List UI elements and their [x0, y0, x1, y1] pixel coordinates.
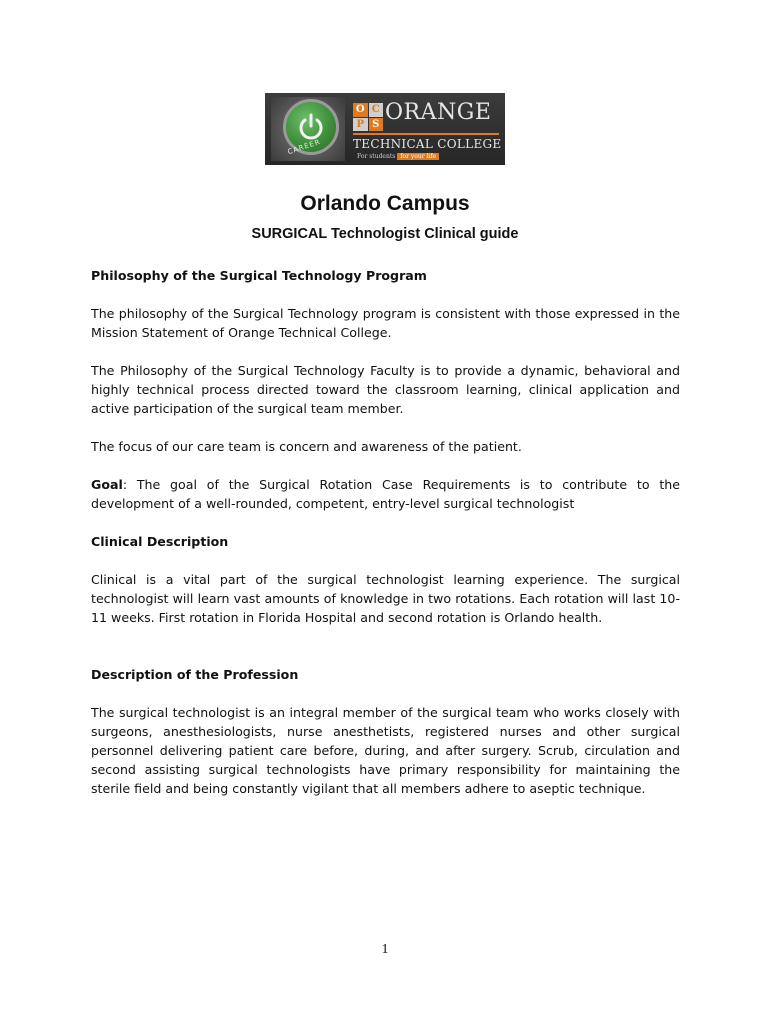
logo-tagline — [357, 153, 439, 160]
page-title: Orlando Campus — [300, 192, 470, 215]
logo-tagline-prefix: For students — [357, 153, 396, 160]
page-number: 1 — [381, 942, 389, 957]
logo-badge-text: CAREER — [286, 137, 322, 157]
logo-name-line2: TECHNICAL COLLEGE — [353, 137, 502, 151]
ocps-letter: S — [369, 118, 384, 132]
philosophy-paragraph-1: The philosophy of the Surgical Technology program is consistent with those expressed in the Mission Statement of Orange Technical College. — [91, 306, 680, 340]
college-logo — [265, 93, 505, 165]
page-subtitle: SURGICAL Technologist Clinical guide — [251, 226, 519, 242]
ocps-letter: C — [369, 103, 384, 117]
document-body — [91, 266, 680, 798]
ocps-letter: P — [353, 118, 368, 132]
profession-heading: Description of the Profession — [91, 667, 299, 682]
logo-divider — [353, 133, 499, 135]
logo-tagline-highlight: for your life — [397, 153, 439, 160]
logo-name-line1: ORANGE — [385, 100, 492, 125]
goal-paragraph — [91, 475, 680, 513]
goal-text: : The goal of the Surgical Rotation Case Requirements is to contribute to the development of a well-rounded, competent, entry-level surgical technologist — [91, 477, 680, 511]
philosophy-paragraph-2: The Philosophy of the Surgical Technology Faculty is to provide a dynamic, behavioral and highly technical process directed toward the classroom learning, clinical application and active participation of the surgical team member. — [91, 363, 680, 416]
ocps-mark — [353, 103, 383, 131]
goal-label: Goal — [91, 477, 123, 492]
ocps-letter: O — [353, 103, 368, 117]
philosophy-paragraph-3: The focus of our care team is concern and awareness of the patient. — [91, 439, 522, 454]
philosophy-heading: Philosophy of the Surgical Technology Program — [91, 268, 427, 283]
clinical-paragraph: Clinical is a vital part of the surgical technologist learning experience. The surgical technologist will learn vast amounts of knowledge in two rotations. Each rotation will last 10-11 weeks. First rotation in Florida Hospital and second rotation is Orlando health. — [91, 572, 680, 625]
clinical-heading: Clinical Description — [91, 534, 229, 549]
profession-paragraph: The surgical technologist is an integral member of the surgical team who works closely with surgeons, anesthesiologists, nurse anesthetists, registered nurses and other surgical personnel delivering patient care before, during, and after surgery. Scrub, circulation and second assisting surgical technologists have primary responsibility for maintaining the sterile field and being constantly vigilant that all members adhere to aseptic technique. — [91, 705, 680, 796]
